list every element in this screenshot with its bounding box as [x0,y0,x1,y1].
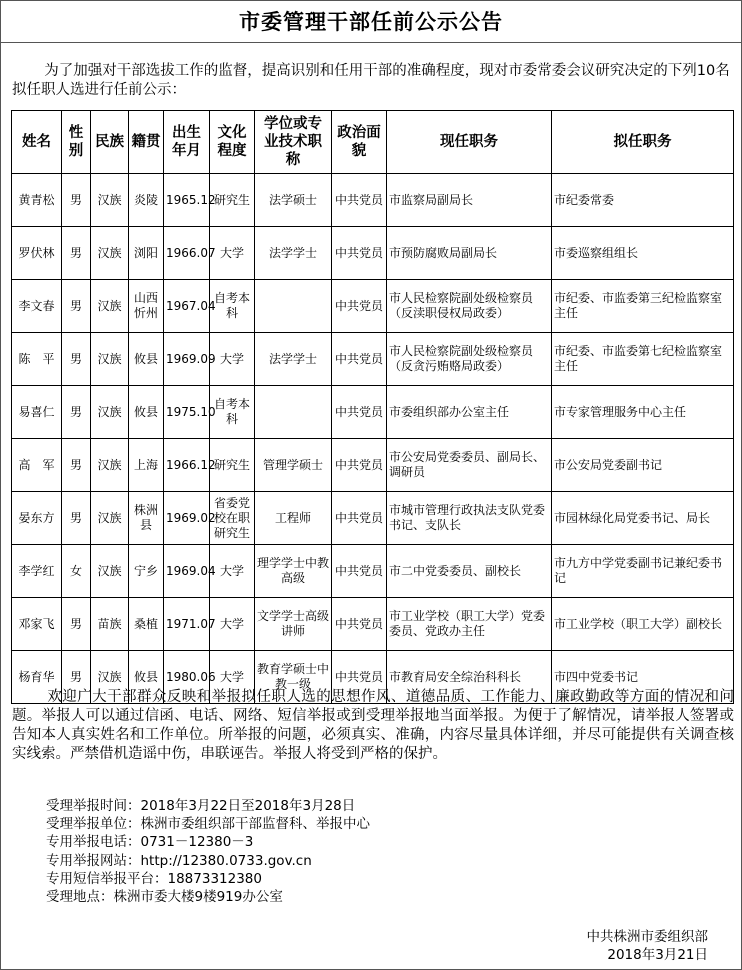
cell-education: 自考本科 [210,280,255,333]
cell-proposed-position: 市园林绿化局党委书记、局长 [552,492,734,545]
report-notice-text: 欢迎广大干部群众反映和举报拟任职人选的思想作风、道德品质、工作能力、廉政勤政等方面的情况和问题。举报人可以通过信函、电话、网络、短信举报或到受理举报地当面举报。为便于了解情况，请举报人签署或告知本人真实姓名和工作单位。所举报的问题，必须真实、准确，内容尽量具体详细，并尽可能提供有关调查核实线索。严禁借机造谣中伤，串联诬告。举报人将受到严格的保护。 [12,689,734,762]
cell-current-position: 市人民检察院副处级检察员（反渎职侵权局政委） [387,280,552,333]
cell-birth-date: 1966.12 [164,439,210,492]
cell-ethnicity: 汉族 [91,333,129,386]
header-name: 姓名 [12,111,62,174]
cell-name: 罗伏林 [12,227,62,280]
cell-degree-title: 理学学士中教高级 [255,545,332,598]
cell-native-place: 上海 [129,439,164,492]
cell-name: 李学红 [12,545,62,598]
cell-proposed-position: 市专家管理服务中心主任 [552,386,734,439]
title-divider [0,42,742,43]
table-row [12,174,734,227]
table-row [12,333,734,386]
cell-current-position: 市二中党委委员、副校长 [387,545,552,598]
cell-gender: 男 [62,174,91,227]
table-header-row [12,111,734,174]
contact-phone: 专用举报电话：0731－12380－3 [46,834,254,851]
cell-ethnicity: 汉族 [91,386,129,439]
cell-ethnicity: 汉族 [91,545,129,598]
cell-proposed-position: 市公安局党委副书记 [552,439,734,492]
cell-proposed-position: 市纪委常委 [552,174,734,227]
cell-gender: 男 [62,280,91,333]
cell-political-status: 中共党员 [332,651,387,704]
table-row [12,545,734,598]
cell-name: 高 军 [12,439,62,492]
cell-birth-date: 1969.02 [164,492,210,545]
cell-name: 李文春 [12,280,62,333]
cell-ethnicity: 汉族 [91,651,129,704]
table-row [12,492,734,545]
cell-education: 研究生 [210,439,255,492]
header-political-status: 政治面貌 [332,111,387,174]
cell-degree-title: 教育学硕士中教一级 [255,651,332,704]
cell-name: 黄青松 [12,174,62,227]
header-degree-title: 学位或专业技术职称 [255,111,332,174]
report-notice-paragraph [12,688,734,764]
cell-gender: 男 [62,386,91,439]
cell-current-position: 市预防腐败局副局长 [387,227,552,280]
cell-current-position: 市城市管理行政执法支队党委书记、支队长 [387,492,552,545]
cell-name: 陈 平 [12,333,62,386]
contact-website: 专用举报网站：http://12380.0733.gov.cn [46,852,312,869]
cell-current-position: 市监察局副局长 [387,174,552,227]
header-gender: 性别 [62,111,91,174]
cell-degree-title: 工程师 [255,492,332,545]
cell-political-status: 中共党员 [332,545,387,598]
cell-degree-title: 法学学士 [255,333,332,386]
cell-native-place: 浏阳 [129,227,164,280]
cell-ethnicity: 苗族 [91,598,129,651]
table-row [12,598,734,651]
cell-native-place: 攸县 [129,386,164,439]
cell-gender: 男 [62,651,91,704]
cell-native-place: 宁乡 [129,545,164,598]
cell-name: 杨育华 [12,651,62,704]
cell-native-place: 株洲县 [129,492,164,545]
cell-degree-title [255,280,332,333]
cell-birth-date: 1966.07 [164,227,210,280]
cell-political-status: 中共党员 [332,386,387,439]
header-current-position: 现任职务 [387,111,552,174]
cell-degree-title: 管理学硕士 [255,439,332,492]
cell-birth-date: 1967.04 [164,280,210,333]
signature-block [587,928,709,964]
cell-current-position: 市公安局党委委员、副局长、调研员 [387,439,552,492]
signature-date: 2018年3月21日 [607,947,708,963]
contact-location: 受理地点：株洲市委大楼9楼919办公室 [46,889,283,906]
cell-education: 大学 [210,598,255,651]
cell-political-status: 中共党员 [332,333,387,386]
cell-proposed-position: 市工业学校（职工大学）副校长 [552,598,734,651]
intro-text: 为了加强对干部选拔工作的监督，提高识别和任用干部的准确程度，现对市委常委会议研究决定的下列10名拟任职人选进行任前公示： [12,63,730,98]
cell-name: 晏东方 [12,492,62,545]
cell-gender: 男 [62,598,91,651]
header-proposed-position: 拟任职务 [552,111,734,174]
header-education: 文化程度 [210,111,255,174]
cell-gender: 女 [62,545,91,598]
cell-proposed-position: 市委巡察组组长 [552,227,734,280]
cell-political-status: 中共党员 [332,492,387,545]
candidates-table [11,110,734,704]
cell-political-status: 中共党员 [332,598,387,651]
cell-gender: 男 [62,333,91,386]
cell-birth-date: 1971.07 [164,598,210,651]
cell-ethnicity: 汉族 [91,227,129,280]
table-body [12,174,734,704]
cell-education: 研究生 [210,174,255,227]
cell-proposed-position: 市九方中学党委副书记兼纪委书记 [552,545,734,598]
cell-gender: 男 [62,439,91,492]
cell-ethnicity: 汉族 [91,439,129,492]
cell-current-position: 市教育局安全综治科科长 [387,651,552,704]
header-birth-date: 出生年月 [164,111,210,174]
header-native-place: 籍贯 [129,111,164,174]
cell-ethnicity: 汉族 [91,174,129,227]
cell-birth-date: 1969.09 [164,333,210,386]
cell-education: 大学 [210,227,255,280]
contact-unit: 受理举报单位：株洲市委组织部干部监督科、举报中心 [46,816,370,833]
header-ethnicity: 民族 [91,111,129,174]
cell-degree-title: 法学硕士 [255,174,332,227]
cell-current-position: 市委组织部办公室主任 [387,386,552,439]
cell-name: 邓家飞 [12,598,62,651]
cell-political-status: 中共党员 [332,439,387,492]
table-row [12,439,734,492]
cell-education: 大学 [210,545,255,598]
intro-paragraph [12,62,734,100]
cell-education: 大学 [210,651,255,704]
cell-ethnicity: 汉族 [91,280,129,333]
cell-ethnicity: 汉族 [91,492,129,545]
cell-birth-date: 1969.04 [164,545,210,598]
cell-proposed-position: 市纪委、市监委第三纪检监察室主任 [552,280,734,333]
cell-current-position: 市工业学校（职工大学）党委委员、党政办主任 [387,598,552,651]
cell-proposed-position: 市四中党委书记 [552,651,734,704]
cell-degree-title: 文学学士高级讲师 [255,598,332,651]
cell-political-status: 中共党员 [332,174,387,227]
cell-proposed-position: 市纪委、市监委第七纪检监察室主任 [552,333,734,386]
cell-birth-date: 1975.10 [164,386,210,439]
table-row [12,227,734,280]
cell-native-place: 攸县 [129,333,164,386]
cell-current-position: 市人民检察院副处级检察员（反贪污贿赂局政委） [387,333,552,386]
table-row [12,386,734,439]
cell-education: 省委党校在职研究生 [210,492,255,545]
signature-org: 中共株洲市委组织部 [586,929,708,945]
cell-native-place: 桑植 [129,598,164,651]
cell-birth-date: 1980.06 [164,651,210,704]
cell-degree-title: 法学学士 [255,227,332,280]
cell-native-place: 攸县 [129,651,164,704]
contact-sms: 专用短信举报平台：18873312380 [46,870,262,887]
cell-birth-date: 1965.12 [164,174,210,227]
cell-political-status: 中共党员 [332,280,387,333]
cell-gender: 男 [62,492,91,545]
cell-name: 易喜仁 [12,386,62,439]
cell-gender: 男 [62,227,91,280]
table-row [12,280,734,333]
contact-time: 受理举报时间：2018年3月22日至2018年3月28日 [46,798,356,814]
cell-education: 大学 [210,333,255,386]
cell-native-place: 炎陵 [129,174,164,227]
cell-education: 自考本科 [210,386,255,439]
page-title: 市委管理干部任前公示公告 [239,10,503,34]
cell-political-status: 中共党员 [332,227,387,280]
cell-native-place: 山西忻州 [129,280,164,333]
contact-info [46,797,370,906]
cell-degree-title [255,386,332,439]
